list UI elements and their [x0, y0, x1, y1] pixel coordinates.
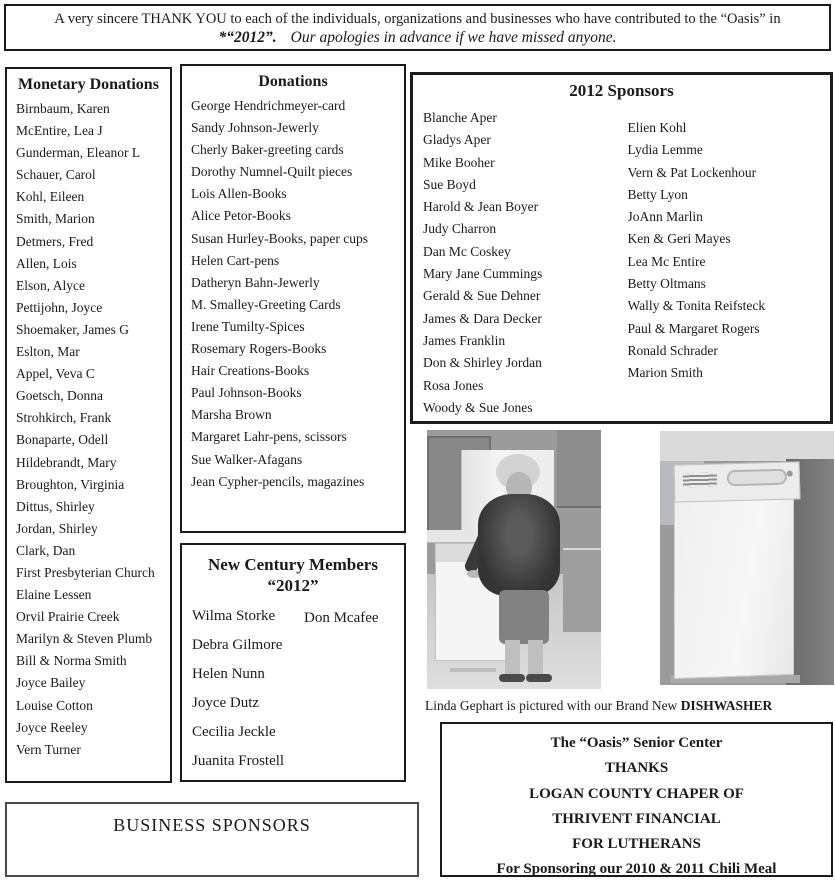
list-item: Gerald & Sue Dehner	[423, 288, 541, 304]
list-item: Bonaparte, Odell	[16, 432, 109, 448]
person-leg-right	[528, 640, 543, 676]
list-item: Paul Johnson-Books	[191, 385, 302, 401]
list-item: For Sponsoring our 2010 & 2011 Chili Meal	[496, 861, 777, 878]
list-item: M. Smalley-Greeting Cards	[191, 296, 341, 312]
list-item: Gunderman, Eleanor L	[16, 145, 141, 161]
person-pants	[499, 590, 549, 644]
list-item: Judy Charron	[423, 221, 497, 237]
list-item: Rosemary Rogers-Books	[191, 341, 327, 357]
list-item: Orvil Prairie Creek	[16, 609, 120, 625]
list-item: Sandy Johnson-Jewerly	[191, 120, 319, 136]
new-century-members-box	[180, 543, 406, 782]
list-item: Blanche Aper	[423, 110, 497, 125]
list-item: Ken & Geri Mayes	[627, 231, 731, 247]
list-item: Schauer, Carol	[16, 167, 96, 183]
list-item: Paul & Margaret Rogers	[627, 320, 760, 336]
list-item: Elson, Alyce	[16, 277, 85, 293]
list-item: Margaret Lahr-pens, scissors	[191, 429, 347, 445]
header-apology-text: Our apologies in advance if we have missed anyone.	[290, 29, 617, 46]
business-sponsors-title: BUSINESS SPONSORS	[113, 815, 311, 835]
sponsors-right-list	[622, 117, 831, 385]
caption-dishwasher-label: DISHWASHER	[680, 698, 773, 713]
list-item: Wilma Storke	[192, 608, 276, 624]
list-item: Rosa Jones	[423, 377, 484, 393]
list-item: Shoemaker, James G	[16, 321, 130, 337]
sponsors-2012-box	[410, 72, 833, 424]
list-item: Kohl, Eileen	[16, 189, 85, 205]
list-item: JoAnn Marlin	[627, 209, 703, 225]
list-item: Jean Cypher-pencils, magazines	[191, 473, 365, 489]
list-item: James & Dara Decker	[423, 310, 542, 326]
dishwasher-photo	[660, 431, 834, 685]
sponsors-columns	[413, 103, 830, 419]
person-leg-left	[505, 640, 520, 676]
list-item: Eslton, Mar	[16, 344, 80, 360]
photo-caption	[425, 698, 833, 714]
list-item: Appel, Veva C	[16, 366, 95, 382]
thrivent-thanks-box	[440, 722, 833, 877]
caption-text: Linda Gephart is pictured with our Brand New	[425, 698, 681, 713]
list-item: McEntire, Lea J	[16, 123, 103, 139]
list-item: Lea Mc Entire	[627, 253, 706, 269]
list-item: Clark, Dan	[16, 542, 76, 558]
list-item: Marion Smith	[627, 365, 703, 381]
list-item: Lydia Lemme	[627, 142, 703, 158]
list-item: Vern Turner	[16, 741, 81, 757]
list-item: Betty Lyon	[627, 186, 688, 202]
list-item: Betty Oltmans	[627, 276, 706, 292]
sponsors-left-column	[413, 103, 622, 419]
monetary-donations-title: Monetary Donations	[18, 76, 159, 93]
person-sandal-right	[526, 674, 552, 682]
list-item: Cecilia Jeckle	[192, 724, 276, 740]
new-century-list	[182, 602, 404, 776]
list-item: Allen, Lois	[16, 255, 77, 271]
list-item: Cherly Baker-greeting cards	[191, 142, 344, 158]
list-item: Strohkirch, Frank	[16, 410, 112, 426]
new-century-title-line2: “2012”	[267, 576, 319, 595]
list-item: Alice Petor-Books	[191, 208, 291, 224]
list-item: Birnbaum, Karen	[16, 101, 110, 116]
list-item: Lois Allen-Books	[191, 186, 287, 202]
list-item: George Hendrichmeyer-card	[191, 98, 346, 113]
list-item: Hildebrandt, Mary	[16, 454, 117, 470]
new-century-title-line1: New Century Members	[208, 555, 378, 574]
list-item: THANKS	[604, 760, 669, 777]
list-item: Mary Jane Cummings	[423, 266, 543, 282]
list-item: Broughton, Virginia	[16, 476, 125, 492]
list-item: Jordan, Shirley	[16, 520, 98, 536]
list-item: Harold & Jean Boyer	[423, 199, 539, 215]
list-item: Louise Cotton	[16, 697, 93, 713]
list-item: Helen Cart-pens	[191, 252, 280, 268]
list-item: Vern & Pat Lockenhour	[627, 164, 757, 180]
list-item: Goetsch, Donna	[16, 388, 103, 404]
list-item: Sue Walker-Afagans	[191, 451, 303, 467]
donations-title: Donations	[258, 73, 328, 90]
list-item: Elien Kohl	[627, 120, 687, 135]
kitchen-cabinets-right	[557, 430, 601, 508]
list-item: Gladys Aper	[423, 132, 491, 148]
list-item: Helen Nunn	[192, 666, 265, 682]
list-item: Debra Gilmore	[192, 637, 283, 653]
sponsors-right-column	[622, 103, 831, 419]
monetary-donations-box	[5, 67, 172, 783]
thank-you-header-box	[4, 4, 831, 51]
donations-box	[180, 64, 406, 533]
list-item: Don & Shirley Jordan	[423, 355, 542, 371]
list-item: Joyce Dutz	[192, 695, 260, 711]
list-item: Bill & Norma Smith	[16, 653, 127, 669]
person-sandal-left	[499, 674, 525, 682]
list-item: Irene Tumilty-Spices	[191, 318, 305, 334]
list-item: Marsha Brown	[191, 407, 272, 423]
person-blouse	[478, 494, 560, 596]
list-item: Marilyn & Steven Plumb	[16, 631, 153, 647]
list-item: Sue Boyd	[423, 176, 476, 192]
list-item: Joyce Bailey	[16, 675, 86, 691]
list-item: Juanita Frostell	[192, 753, 285, 769]
list-item: Joyce Reeley	[16, 719, 88, 735]
monetary-donations-list	[7, 98, 170, 761]
list-item: Hair Creations-Books	[191, 363, 310, 379]
list-item: Mike Booher	[423, 154, 495, 170]
list-item: Dorothy Numnel-Quilt pieces	[191, 164, 353, 180]
header-line1: A very sincere THANK YOU to each of the individuals, organizations and businesses who have contributed to the “Oasis” in	[54, 11, 781, 27]
list-item: Dan Mc Coskey	[423, 243, 511, 259]
dishwasher-control-panel	[674, 461, 801, 502]
new-century-col2-name: Don Mcafee	[304, 610, 379, 626]
list-item: Dittus, Shirley	[16, 498, 95, 514]
list-item: Smith, Marion	[16, 211, 95, 227]
list-item: Elaine Lessen	[16, 587, 92, 603]
dishwasher-button	[787, 471, 793, 477]
sponsors-title: 2012 Sponsors	[569, 81, 674, 100]
dishwasher-handle	[450, 668, 496, 672]
list-item: The “Oasis” Senior Center	[550, 735, 723, 751]
new-century-title	[182, 554, 404, 596]
list-item: Detmers, Fred	[16, 233, 94, 249]
business-sponsors-box	[5, 802, 419, 877]
kitchen-counter-right	[563, 548, 601, 632]
list-item: THRIVENT FINANCIAL	[552, 810, 721, 827]
list-item: Susan Hurley-Books, paper cups	[191, 230, 368, 246]
dishwasher-vents	[683, 473, 717, 488]
header-line2	[6, 29, 829, 47]
list-item: FOR LUTHERANS	[572, 836, 701, 853]
list-item: First Presbyterian Church	[16, 564, 155, 580]
list-item: James Franklin	[423, 332, 506, 348]
dishwasher-door	[674, 495, 794, 679]
header-2012-label: *“2012”.	[218, 29, 277, 46]
list-item: Woody & Sue Jones	[423, 399, 533, 415]
list-item: Ronald Schrader	[627, 342, 718, 358]
thrivent-thanks-lines	[442, 731, 831, 882]
sponsors-left-list	[413, 107, 622, 419]
list-item: Wally & Tonita Reifsteck	[627, 298, 766, 314]
dishwasher-handle	[727, 469, 787, 487]
list-item: LOGAN COUNTY CHAPER OF	[529, 785, 744, 802]
list-item: Datheryn Bahn-Jewerly	[191, 274, 320, 290]
list-item: Pettijohn, Joyce	[16, 299, 103, 315]
donations-list	[182, 95, 404, 493]
linda-gephart-photo	[427, 430, 601, 689]
